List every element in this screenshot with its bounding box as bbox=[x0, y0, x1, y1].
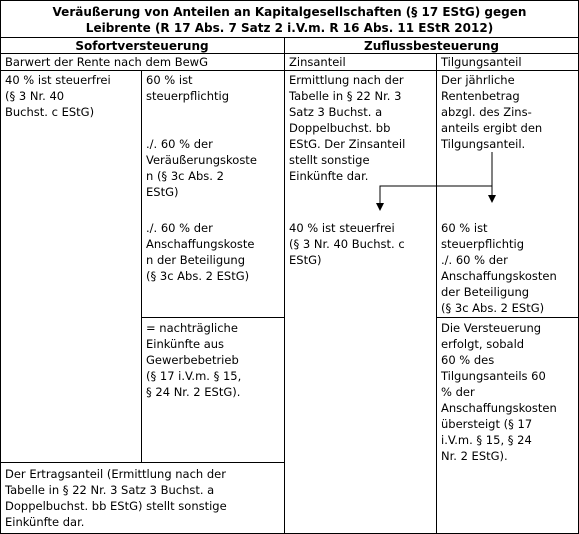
arrowhead-tilgung bbox=[488, 195, 496, 203]
cell-col3-steuerfrei: 40 % ist steuerfrei (§ 3 Nr. 40 Buchst. c EStG) bbox=[289, 221, 405, 267]
cell-col2-steuerpflichtig: 60 % ist steuerpflichtig bbox=[146, 73, 230, 103]
header-barwert: Barwert der Rente nach dem BewG bbox=[5, 55, 208, 69]
cell-col4-rentenbetrag: Der jährliche Rentenbetrag abzgl. des Zins- anteils ergibt den Tilgungsanteil. bbox=[441, 73, 543, 151]
cell-col2-veraeusserungskosten: ./. 60 % der Veräußerungskoste n (§ 3c Abs. 2 EStG) bbox=[146, 137, 257, 199]
arrow-to-zinsanteil bbox=[380, 152, 492, 203]
cell-col2-anschaffungskosten: ./. 60 % der Anschaffungskoste n der Beteiligung (§ 3c Abs. 2 EStG) bbox=[146, 221, 255, 283]
title-line-2: Leibrente (R 17 Abs. 7 Satz 2 i.V.m. R 16 Abs. 11 EStR 2012) bbox=[85, 21, 494, 35]
cell-ertragsanteil: Der Ertragsanteil (Ermittlung nach der Tabelle in § 22 Nr. 3 Satz 3 Buchst. a Doppelbuchst. bb EStG) stellt sonstige Einkünfte dar. bbox=[5, 467, 227, 529]
cell-col1-steuerfrei: 40 % ist steuerfrei (§ 3 Nr. 40 Buchst. c EStG) bbox=[5, 73, 111, 119]
title-line-1: Veräußerung von Anteilen an Kapitalgesellschaften (§ 17 EStG) gegen bbox=[52, 5, 527, 19]
section-sofortversteuerung: Sofortversteuerung bbox=[75, 39, 209, 53]
arrowhead-zinsanteil bbox=[376, 203, 384, 211]
cell-col2-nachtraegliche-einkuenfte: = nachträgliche Einkünfte aus Gewerbebetrieb (§ 17 i.V.m. § 15, § 24 Nr. 2 EStG). bbox=[146, 321, 242, 399]
cell-col4-steuerpflichtig: 60 % ist steuerpflichtig ./. 60 % der Anschaffungskosten der Beteiligung (§ 3c Abs. 2 EStG) bbox=[441, 221, 557, 315]
section-zuflussbesteuerung: Zuflussbesteuerung bbox=[364, 39, 499, 53]
cell-col3-ermittlung: Ermittlung nach der Tabelle in § 22 Nr. 3 Satz 3 Buchst. a Doppelbuchst. bb EStG. Der Zinsanteil stellt sonstige Einkünfte dar. bbox=[289, 73, 406, 183]
header-zinsanteil: Zinsanteil bbox=[289, 55, 346, 69]
cell-col4-versteuerung: Die Versteuerung erfolgt, sobald 60 % des Tilgungsanteils 60 % der Anschaffungskosten übersteigt (§ 17 i.V.m. § 15, § 24 Nr. 2 EStG). bbox=[441, 321, 557, 463]
header-tilgungsanteil: Tilgungsanteil bbox=[441, 55, 522, 69]
